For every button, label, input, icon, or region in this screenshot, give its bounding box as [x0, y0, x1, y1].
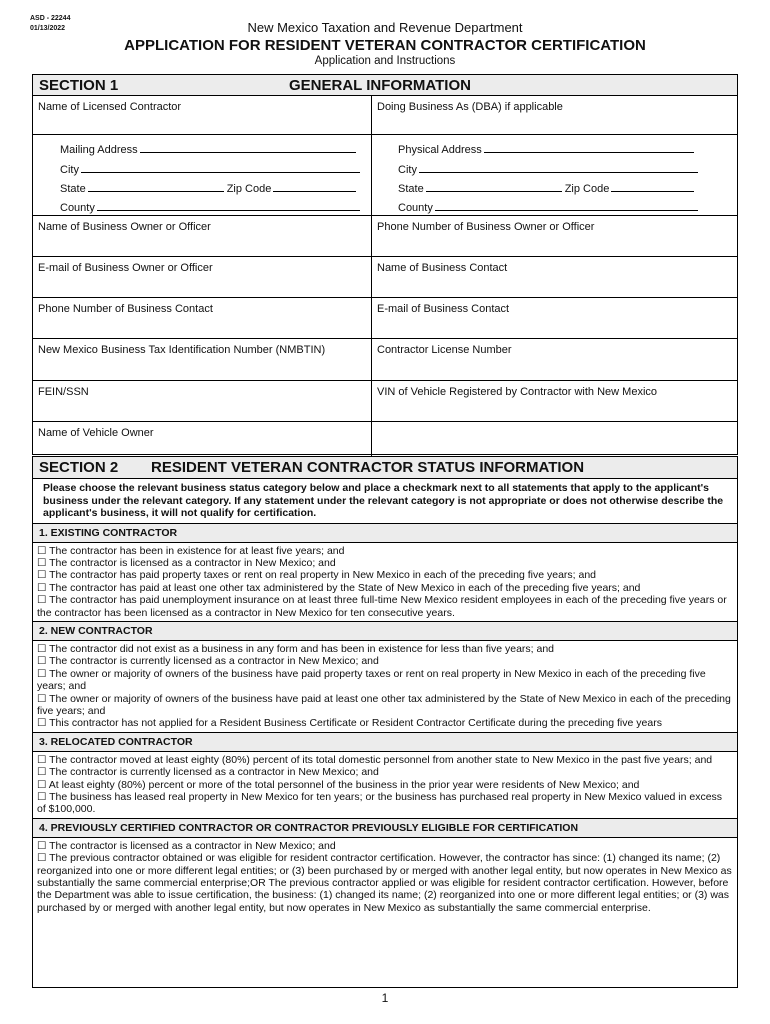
- checkbox-statement[interactable]: ☐ This contractor has not applied for a Resident Business Certificate or Resident Contractor Certificate during the preceding five years: [37, 717, 662, 730]
- physical-zip-label: Zip Code: [564, 183, 610, 195]
- owner-email-field[interactable]: E-mail of Business Owner or Officer: [33, 257, 372, 297]
- address-row: [33, 135, 737, 216]
- licensed-contractor-field[interactable]: Name of Licensed Contractor: [33, 96, 372, 134]
- checkbox-statement[interactable]: ☐ The contractor is currently licensed as a contractor in New Mexico; and: [37, 766, 379, 779]
- contact-email-field[interactable]: E-mail of Business Contact: [377, 303, 510, 315]
- physical-city-label: City: [398, 164, 417, 176]
- category-new-list: [33, 641, 737, 733]
- mailing-address-label: Mailing Address: [60, 144, 138, 156]
- fein-row: [33, 381, 737, 422]
- physical-state-label: State: [398, 183, 424, 195]
- owner-email-row: [33, 257, 737, 298]
- category-previous-list: [33, 838, 737, 916]
- physical-address-block: [372, 135, 737, 215]
- section-1-number: SECTION 1: [39, 77, 119, 94]
- category-relocated-list: [33, 752, 737, 819]
- mailing-address-block: [33, 135, 372, 215]
- contact-row: [33, 298, 737, 339]
- mailing-county-label: County: [60, 202, 95, 214]
- mailing-state-input[interactable]: [88, 190, 224, 192]
- form-subtitle: Application and Instructions: [314, 55, 456, 67]
- physical-county-label: County: [398, 202, 433, 214]
- department-name: New Mexico Taxation and Revenue Department: [247, 20, 523, 35]
- mailing-city-label: City: [60, 164, 79, 176]
- checkbox-statement[interactable]: ☐ The contractor is licensed as a contractor in New Mexico; and: [37, 839, 336, 852]
- contact-name-field[interactable]: Name of Business Contact: [377, 262, 508, 274]
- checkbox-statement[interactable]: ☐ The contractor has paid unemployment insurance on at least three full-time New Mexico resident employees in each of the preceding five years or the contractor has been licensed as a contractor in New Mexico for ten consecutive years.: [37, 594, 727, 619]
- checkbox-statement[interactable]: ☐ The contractor is currently licensed as a contractor in New Mexico; and: [37, 655, 379, 668]
- contact-phone-field[interactable]: Phone Number of Business Contact: [33, 298, 372, 338]
- category-existing-heading: 1. EXISTING CONTRACTOR: [33, 524, 737, 543]
- owner-row: [33, 216, 737, 257]
- category-relocated-heading: 3. RELOCATED CONTRACTOR: [33, 733, 737, 752]
- mailing-zip-label: Zip Code: [226, 183, 272, 195]
- mailing-state-label: State: [60, 183, 86, 195]
- mailing-address-input[interactable]: [140, 151, 356, 153]
- category-new-heading: 2. NEW CONTRACTOR: [33, 622, 737, 641]
- checkbox-statement[interactable]: ☐ The contractor has paid at least one other tax administered by the State of New Mexico in each of the preceding five years; and: [37, 581, 641, 594]
- checkbox-statement[interactable]: ☐ The contractor is licensed as a contractor in New Mexico; and: [37, 556, 336, 569]
- vehicle-owner-field[interactable]: Name of Vehicle Owner: [33, 422, 372, 462]
- category-existing-list: [33, 543, 737, 622]
- nmbtin-field[interactable]: New Mexico Business Tax Identification Number (NMBTIN): [33, 339, 372, 380]
- form-date: 01/13/2022: [30, 25, 66, 32]
- vin-field[interactable]: VIN of Vehicle Registered by Contractor with New Mexico: [377, 386, 658, 398]
- physical-state-input[interactable]: [426, 190, 562, 192]
- category-previous-heading: 4. PREVIOUSLY CERTIFIED CONTRACTOR OR CONTRACTOR PREVIOUSLY ELIGIBLE FOR CERTIFICATION: [33, 819, 737, 838]
- form-number: ASD - 22244: [30, 15, 71, 22]
- mailing-county-input[interactable]: [97, 209, 360, 211]
- dba-field[interactable]: Doing Business As (DBA) if applicable: [377, 101, 563, 113]
- physical-zip-input[interactable]: [611, 190, 694, 192]
- section-1-title: GENERAL INFORMATION: [289, 77, 471, 94]
- contractor-row: [33, 96, 737, 135]
- checkbox-statement[interactable]: ☐ The contractor moved at least eighty (80%) percent of its total domestic personnel from another state to New Mexico in the past five years; and: [37, 753, 713, 766]
- section-2-header: [33, 457, 737, 479]
- physical-city-input[interactable]: [419, 171, 698, 173]
- checkbox-statement[interactable]: ☐ The owner or majority of owners of the business have paid property taxes or rent on real property in New Mexico in each of the preceding five years; and: [37, 667, 706, 693]
- section-1-header: [33, 75, 737, 96]
- checkbox-statement[interactable]: ☐ At least eighty (80%) percent or more of the total personnel of the business in the prior year were residents of New Mexico; and: [37, 778, 640, 791]
- tax-id-row: [33, 339, 737, 381]
- checkbox-statement[interactable]: ☐ The contractor has been in existence for at least five years; and: [37, 544, 345, 557]
- owner-name-field[interactable]: Name of Business Owner or Officer: [33, 216, 372, 256]
- mailing-city-input[interactable]: [81, 171, 360, 173]
- license-number-field[interactable]: Contractor License Number: [377, 344, 512, 356]
- section-2-instructions: Please choose the relevant business status category below and place a checkmark next to all statements that apply to the applicant's business under the relevant category. If any statement under the relevant category is not appropriate or does not otherwise describe the applicant's business, it will not qualify for certification.: [33, 479, 737, 524]
- physical-county-input[interactable]: [435, 209, 698, 211]
- checkbox-statement[interactable]: ☐ The owner or majority of owners of the business have paid at least one other tax administered by the State of New Mexico in each of the preceding five years; and: [37, 692, 731, 717]
- owner-phone-field[interactable]: Phone Number of Business Owner or Officer: [377, 221, 595, 233]
- checkbox-statement[interactable]: ☐ The contractor has paid property taxes or rent on real property in New Mexico in each of the preceding five years; and: [37, 569, 597, 582]
- fein-field[interactable]: FEIN/SSN: [33, 381, 372, 421]
- physical-address-input[interactable]: [484, 151, 694, 153]
- section-1: [32, 74, 738, 455]
- physical-address-label: Physical Address: [398, 144, 482, 156]
- checkbox-statement[interactable]: ☐ The previous contractor obtained or was eligible for resident contractor certification. However, the contractor has since: (1) changed its name; (2) reorganized into one or more different legal entities; or (3) been purchased by or merged with another legal entity, but now operates in New Mexico as substantially the same commercial enterprise;OR The previous contractor applied or was eligible for resident contractor certification. However, before the Department was able to issue certification, the business: (1) changed its name; (2) reorganized into one or more different legal entities; or (3) was purchased by or merged with another legal entity, but now operates in New Mexico as substantially the same commercial enterprise.: [37, 852, 732, 914]
- section-2-title: RESIDENT VETERAN CONTRACTOR STATUS INFORMATION: [151, 459, 585, 476]
- form-title: APPLICATION FOR RESIDENT VETERAN CONTRACTOR CERTIFICATION: [124, 37, 646, 54]
- page-number: 1: [381, 991, 389, 1005]
- mailing-zip-input[interactable]: [273, 190, 356, 192]
- section-2-number: SECTION 2: [39, 459, 119, 476]
- checkbox-statement[interactable]: ☐ The contractor did not exist as a business in any form and has been in existence for less than five years; and: [37, 642, 555, 655]
- checkbox-statement[interactable]: ☐ The business has leased real property in New Mexico for ten years; or the business has purchased real property in New Mexico valued in excess of $100,000.: [37, 791, 723, 816]
- section-2: [32, 456, 738, 988]
